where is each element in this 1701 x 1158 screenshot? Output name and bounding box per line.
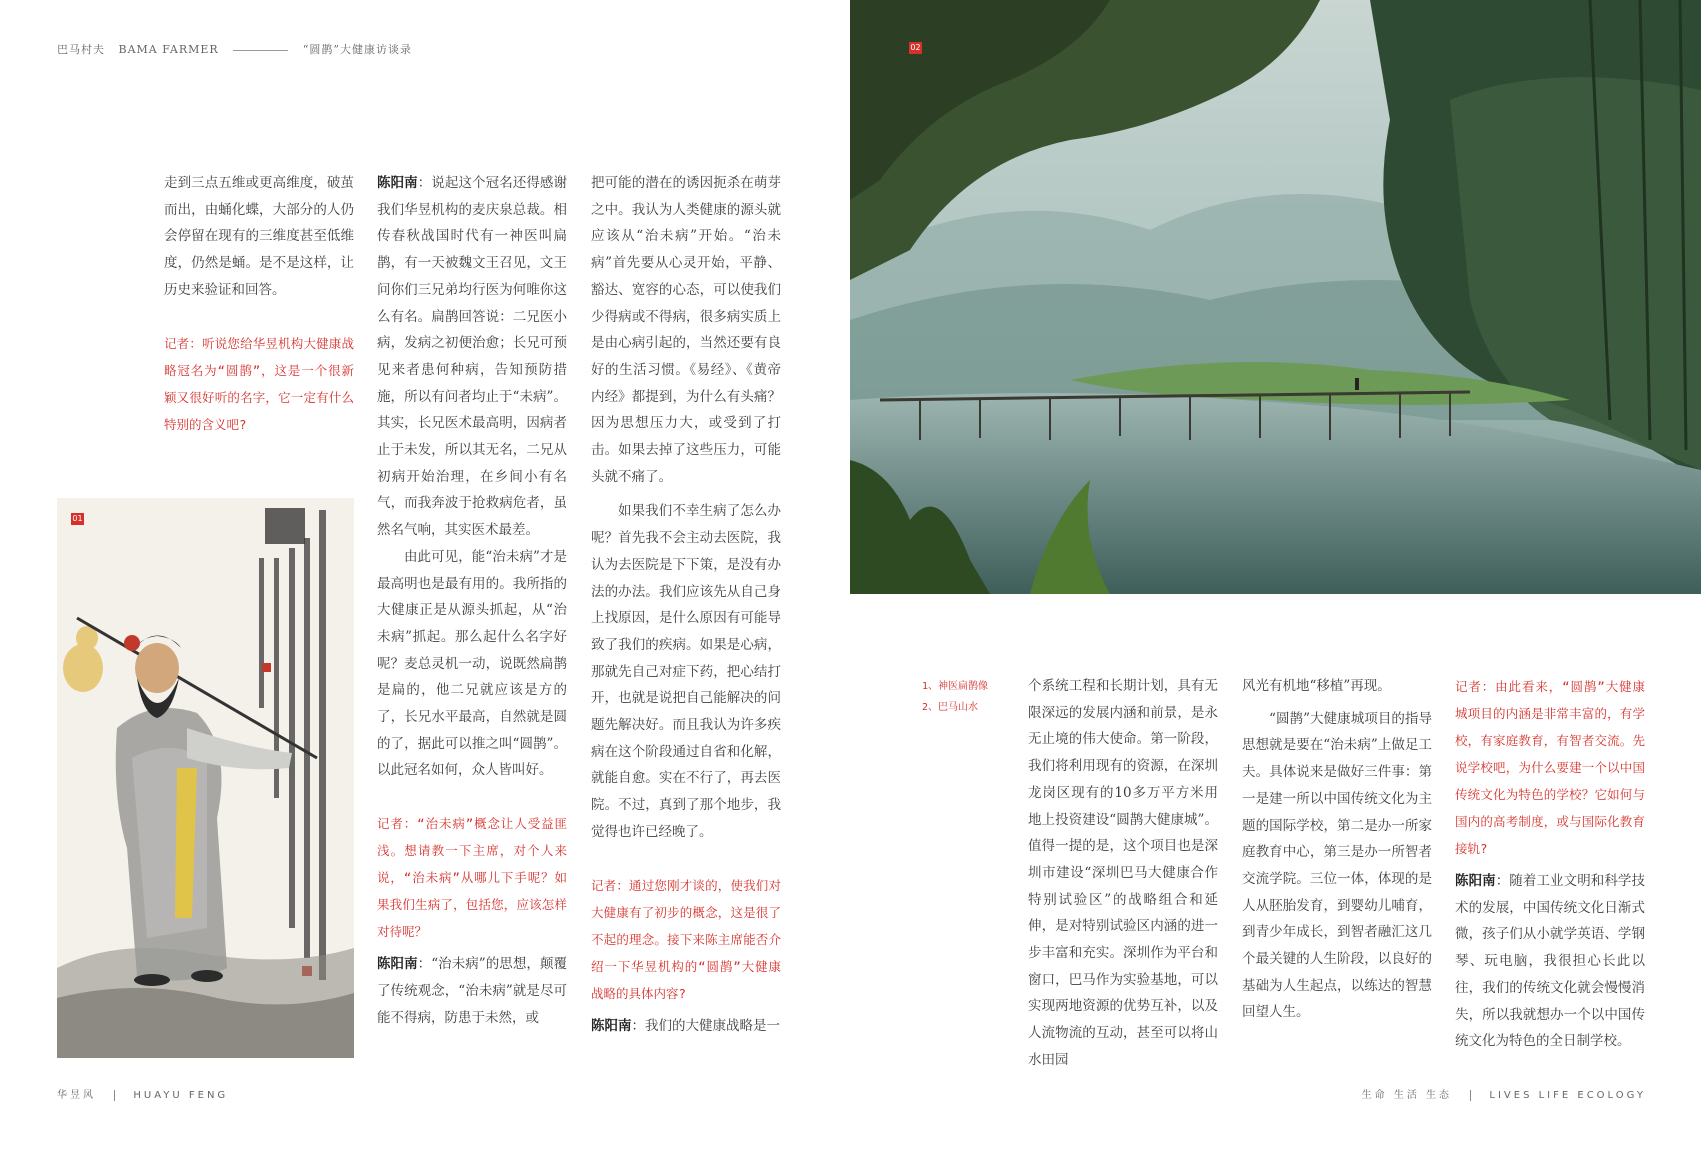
running-header-left [57, 41, 412, 57]
photo-bama-landscape [850, 0, 1701, 594]
header-brand-cn: 巴马村夫 [57, 43, 105, 56]
painting-bianque-portrait [57, 498, 354, 1058]
text-column-3 [591, 170, 781, 1039]
answer-text: ：“治未病”的思想，颠覆了传统观念，“治未病”就是尽可能不得病，防患于未然，或 [377, 956, 567, 1026]
text-column-2 [377, 170, 567, 1031]
figure-number-badge: 01 [72, 514, 83, 523]
interviewer-question: 记者：通过您刚才谈的，使我们对大健康有了初步的概念，这是很了不起的理念。接下来陈主席能否介绍一下华昱机构的“圆鹊”大健康战略的具体内容? [591, 877, 781, 1001]
text-column-6 [1455, 673, 1645, 1055]
paragraph: 由此可见，能“治未病”才是最高明也是最有用的。我所指的大健康正是从源头抓起，从“治未病”抓起。那么起什么名字好呢？麦总灵机一动，说既然扁鹊是扁的，他二兄就应该是方的了，长兄水平最高，自然就是圆的了，据此可以推之叫“圆鹊”。以此冠名如何，众人皆叫好。 [377, 548, 567, 779]
text-column-4 [1028, 673, 1218, 1074]
header-series-title: “圆鹊”大健康访谈录 [302, 43, 412, 56]
footer-column-name-cn: 华昱风 [57, 1090, 96, 1101]
footer-left [57, 1086, 228, 1101]
figure-number-badge: 02 [910, 43, 921, 52]
painting-illustration [57, 498, 354, 1058]
interviewer-question: 记者：“治未病”概念让人受益匪浅。想请教一下主席，对个人来说，“治未病”从哪儿下手呢？如果我们生病了，包括您，应该怎样对待呢？ [377, 816, 567, 940]
answer-paragraph [1455, 868, 1645, 1055]
header-rule [233, 50, 288, 51]
text-column-1 [164, 170, 354, 438]
answer-text: ：我们的大健康战略是一 [631, 1017, 780, 1034]
paragraph: 个系统工程和长期计划，具有无限深远的发展内涵和前景，是永无止境的伟大使命。第一阶段，我们将利用现有的资源，在深圳龙岗区现有的10多万平方米用地上投资建设“圆鹊大健康城”。值得一提的是，这个项目也是深圳市建设“深圳巴马大健康合作特别试验区”的战略组合和延伸，是对特别试验区内涵的进一步丰富和充实。深圳作为平台和窗口，巴马作为实验基地，可以实现两地资源的优势互补，以及人流物流的互动，甚至可以将山水田园 [1028, 678, 1218, 1068]
speaker-name: 陈阳南 [377, 956, 418, 973]
paragraph: 把可能的潜在的诱因扼杀在萌芽之中。我认为人类健康的源头就应该从“治未病”开始。“治未病”首先要从心灵开始，平静、豁达、宽容的心态，可以使我们少得病或不得病，很多病实质上是由心病引起的，当然还要有良好的生活习惯。《易经》、《黄帝内经》都提到，为什么有头痛？因为思想压力大，或受到了打击。如果去掉了这些压力，可能头就不痛了。 [591, 175, 781, 485]
speaker-name: 陈阳南 [1455, 873, 1496, 889]
answer-paragraph [377, 951, 567, 1031]
speaker-name: 陈阳南 [591, 1017, 632, 1034]
paragraph: “圆鹊”大健康城项目的指导思想就是要在“治未病”上做足工夫。具体说来是做好三件事：第一是建一所以中国传统文化为主题的国际学校，第二是办一所家庭教育中心，第三是办一所智者交流学院。三位一体，体现的是人从胚胎发育，到婴幼儿哺育，到青少年成长，到智者融汇这几个最关键的人生阶段，以良好的基础为人生起点，以练达的智慧回望人生。 [1242, 710, 1432, 1021]
paragraph: 如果我们不幸生病了怎么办呢？首先我不会主动去医院，我认为去医院是下下策，是没有办法的办法。我们应该先从自己身上找原因，是什么原因有可能导致了我们的疾病。如果是心病，那就先自己对症下药，把心结打开，也就是说把自己能解决的问题先解决好。而且我认为许多疾病在这个阶段通过自省和化解，就能自愈。实在不行了，再去医院。不过，真到了那个地步，我觉得也许已经晚了。 [591, 503, 781, 840]
answer-paragraph [377, 170, 567, 544]
footer-slogan-en: LIVES LIFE ECOLOGY [1489, 1090, 1646, 1101]
landscape-illustration [850, 0, 1701, 594]
answer-text: ：说起这个冠名还得感谢我们华昱机构的麦庆泉总裁。相传春秋战国时代有一神医叫扁鹊，有一天被魏文王召见，文王问你们三兄弟均行医为何唯你这么有名。扁鹊回答说：二兄医小病，发病之初便治愈；长兄可预见来者患何种病，告知预防措施，所以有问者均止于“未病”。其实，长兄医术最高明，因病者止于未发，所以其无名，二兄从初病开始治理，在乡间小有名气，而我奔波于抢救病危者，虽然名气响，其实医术最差。 [377, 175, 568, 539]
footer-column-name-en: HUAYU FENG [133, 1090, 229, 1101]
interviewer-question: 记者：由此看来，“圆鹊”大健康城项目的内涵是非常丰富的，有学校，有家庭教育，有智者交流。先说学校吧，为什么要建一个以中国传统文化为特色的学校？它如何与国内的高考制度，或与国际化教育接轨? [1455, 679, 1645, 856]
answer-paragraph [591, 1013, 781, 1040]
interviewer-question: 记者：听说您给华昱机构大健康战略冠名为“圆鹊”，这是一个很新颖又很好听的名字，它一定有什么特别的含义吧? [164, 335, 354, 432]
figure-captions [922, 676, 988, 718]
caption-item: 1、神医扁鹊像 [922, 681, 989, 692]
paragraph: 走到三点五维或更高维度，破茧而出，由蛹化蝶，大部分的人仍会停留在现有的三维度甚至低维度，仍然是蛹。是不是这样，让历史来验证和回答。 [164, 175, 354, 298]
header-brand-en: BAMA FARMER [118, 43, 219, 56]
speaker-name: 陈阳南 [377, 175, 418, 191]
footer-separator [1470, 1090, 1471, 1101]
footer-separator [114, 1090, 115, 1101]
caption-item: 2、巴马山水 [922, 702, 979, 713]
footer-right [1362, 1086, 1646, 1101]
answer-text: ：随着工业文明和科学技术的发展，中国传统文化日渐式微，孩子们从小就学英语、学钢琴、玩电脑，我很担心长此以往，我们的传统文化就会慢慢消失，所以我就想办一个以中国传统文化为特色的全日制学校。 [1455, 873, 1646, 1050]
text-column-5 [1242, 673, 1432, 1026]
footer-slogan-cn: 生命 生活 生态 [1361, 1090, 1453, 1101]
paragraph: 风光有机地“移植”再现。 [1242, 678, 1391, 694]
